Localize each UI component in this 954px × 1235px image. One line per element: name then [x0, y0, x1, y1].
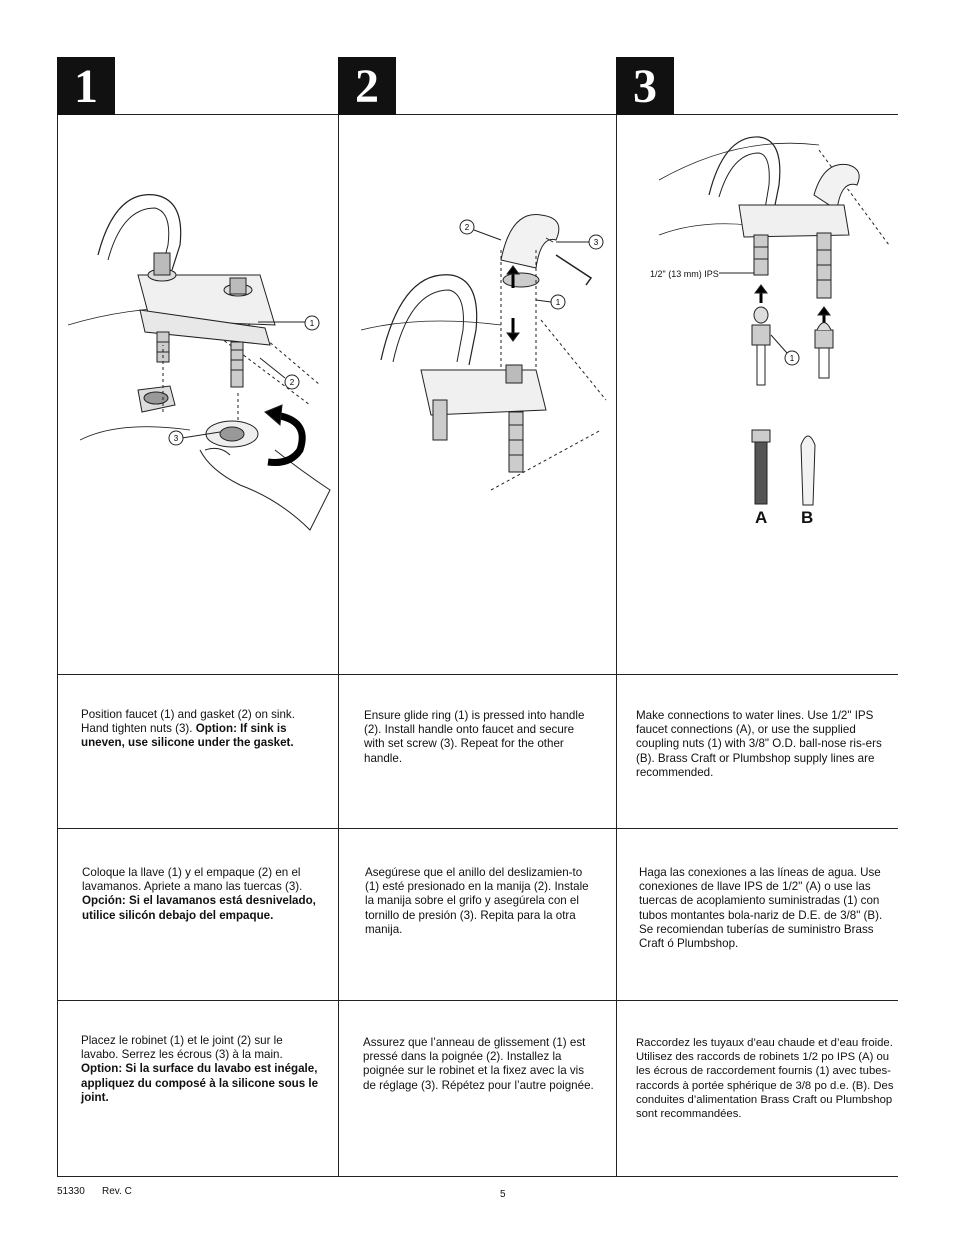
page-number: 5: [500, 1189, 506, 1200]
figure-step-2: [341, 190, 613, 500]
callout-1-faucet: 1: [309, 319, 315, 328]
revision: Rev. C: [102, 1186, 132, 1197]
frame-left-border: [57, 114, 58, 1176]
column-divider-1: [338, 114, 339, 1176]
callout-1-coupling-nut: 1: [789, 354, 795, 363]
column-divider-2: [616, 114, 617, 1176]
step-1-english-normal: Position faucet (1) and gasket (2) on sink. Hand tighten nuts (3).: [81, 708, 295, 736]
step-2-english-text: Ensure glide ring (1) is pressed into handle (2). Install handle onto faucet and secure with set screw (3). Repeat for the other handle.: [364, 709, 585, 765]
step-2-french-text: Assurez que l’anneau de glissement (1) est pressé dans la poignée (2). Installez la poignée sur le robinet et la fixez avec la vis de réglage (3). Répétez pour l’autre poignée.: [363, 1036, 594, 1092]
step-1-french-bold: Option: Si la surface du lavabo est inégale, appliquez du composé à la silicone sous le joint.: [81, 1062, 319, 1104]
figure-step-3: [619, 125, 895, 520]
row-divider-english: [57, 828, 898, 829]
frame-top-border: [57, 114, 898, 115]
step-number-3: 3: [616, 57, 674, 115]
frame-bottom-border: [57, 1176, 898, 1177]
step-1-english-text: [81, 708, 321, 751]
callout-3-set-screw: 3: [593, 238, 599, 247]
label-a: A: [755, 508, 768, 527]
step-number-1: 1: [57, 57, 115, 115]
step-number-2: 2: [338, 57, 396, 115]
figure-step-1: [60, 150, 335, 570]
step-1-english-bold: Option: If sink is uneven, use silicone under the gasket.: [81, 722, 294, 750]
doc-number: 51330: [57, 1186, 85, 1197]
step-1-spanish-normal: Coloque la llave (1) y el empaque (2) en el lavamanos. Apriete a mano las tuercas (3).: [82, 866, 303, 894]
callout-1-glide-ring: 1: [555, 298, 561, 307]
callout-2-handle: 2: [464, 223, 470, 232]
row-divider-figures: [57, 674, 898, 675]
ips-label: 1/2" (13 mm) IPS: [650, 269, 719, 279]
callout-3-nuts: 3: [173, 434, 179, 443]
step-1-spanish-bold: Opción: Si el lavamanos está desnivelado, utilice silicón debajo del empaque.: [82, 894, 316, 922]
step-2-spanish-text: Asegúrese que el anillo del deslizamien-to (1) esté presionado en la manija (2). Instale la manija sobre el grifo y asegúrela con el tornillo de presión (3). Repita para la otra manija.: [365, 866, 589, 936]
step-3-english-text: Make connections to water lines. Use 1/2" IPS faucet connections (A), or use the supplied coupling nuts (1) with 3/8" O.D. ball-nose ris-ers (B). Brass Craft or Plumbshop supply lines are recommended.: [636, 709, 882, 779]
label-b: B: [801, 508, 814, 527]
step-3-french-text: Raccordez les tuyaux d’eau chaude et d’eau froide. Utilisez des raccords de robinets 1/2 po IPS (A) ou les écrous de raccordement fournis (1) avec tubes-raccords à portée sphérique de 3/8 po d.e. (B). Des conduites d’alimentation Brass Craft ou Plumbshop sont recommandées.: [636, 1037, 894, 1121]
callout-2-gasket: 2: [289, 378, 295, 387]
step-1-french-text: [81, 1034, 321, 1105]
step-3-spanish-text: Haga las conexiones a las líneas de agua. Use conexiones de llave IPS de 1/2" (A) o use las tuercas de acoplamiento suministradas (1) con tubos montantes bola-nariz de D.E. de 3/8" (B). Se recomiendan tuberías de suministro Brass Craft ó Plumbshop.: [639, 866, 883, 951]
step-1-french-normal: Placez le robinet (1) et le joint (2) sur le lavabo. Serrez les écrous (3) à la main.: [81, 1034, 283, 1062]
row-divider-spanish: [57, 1000, 898, 1001]
step-1-spanish-text: [82, 866, 322, 923]
